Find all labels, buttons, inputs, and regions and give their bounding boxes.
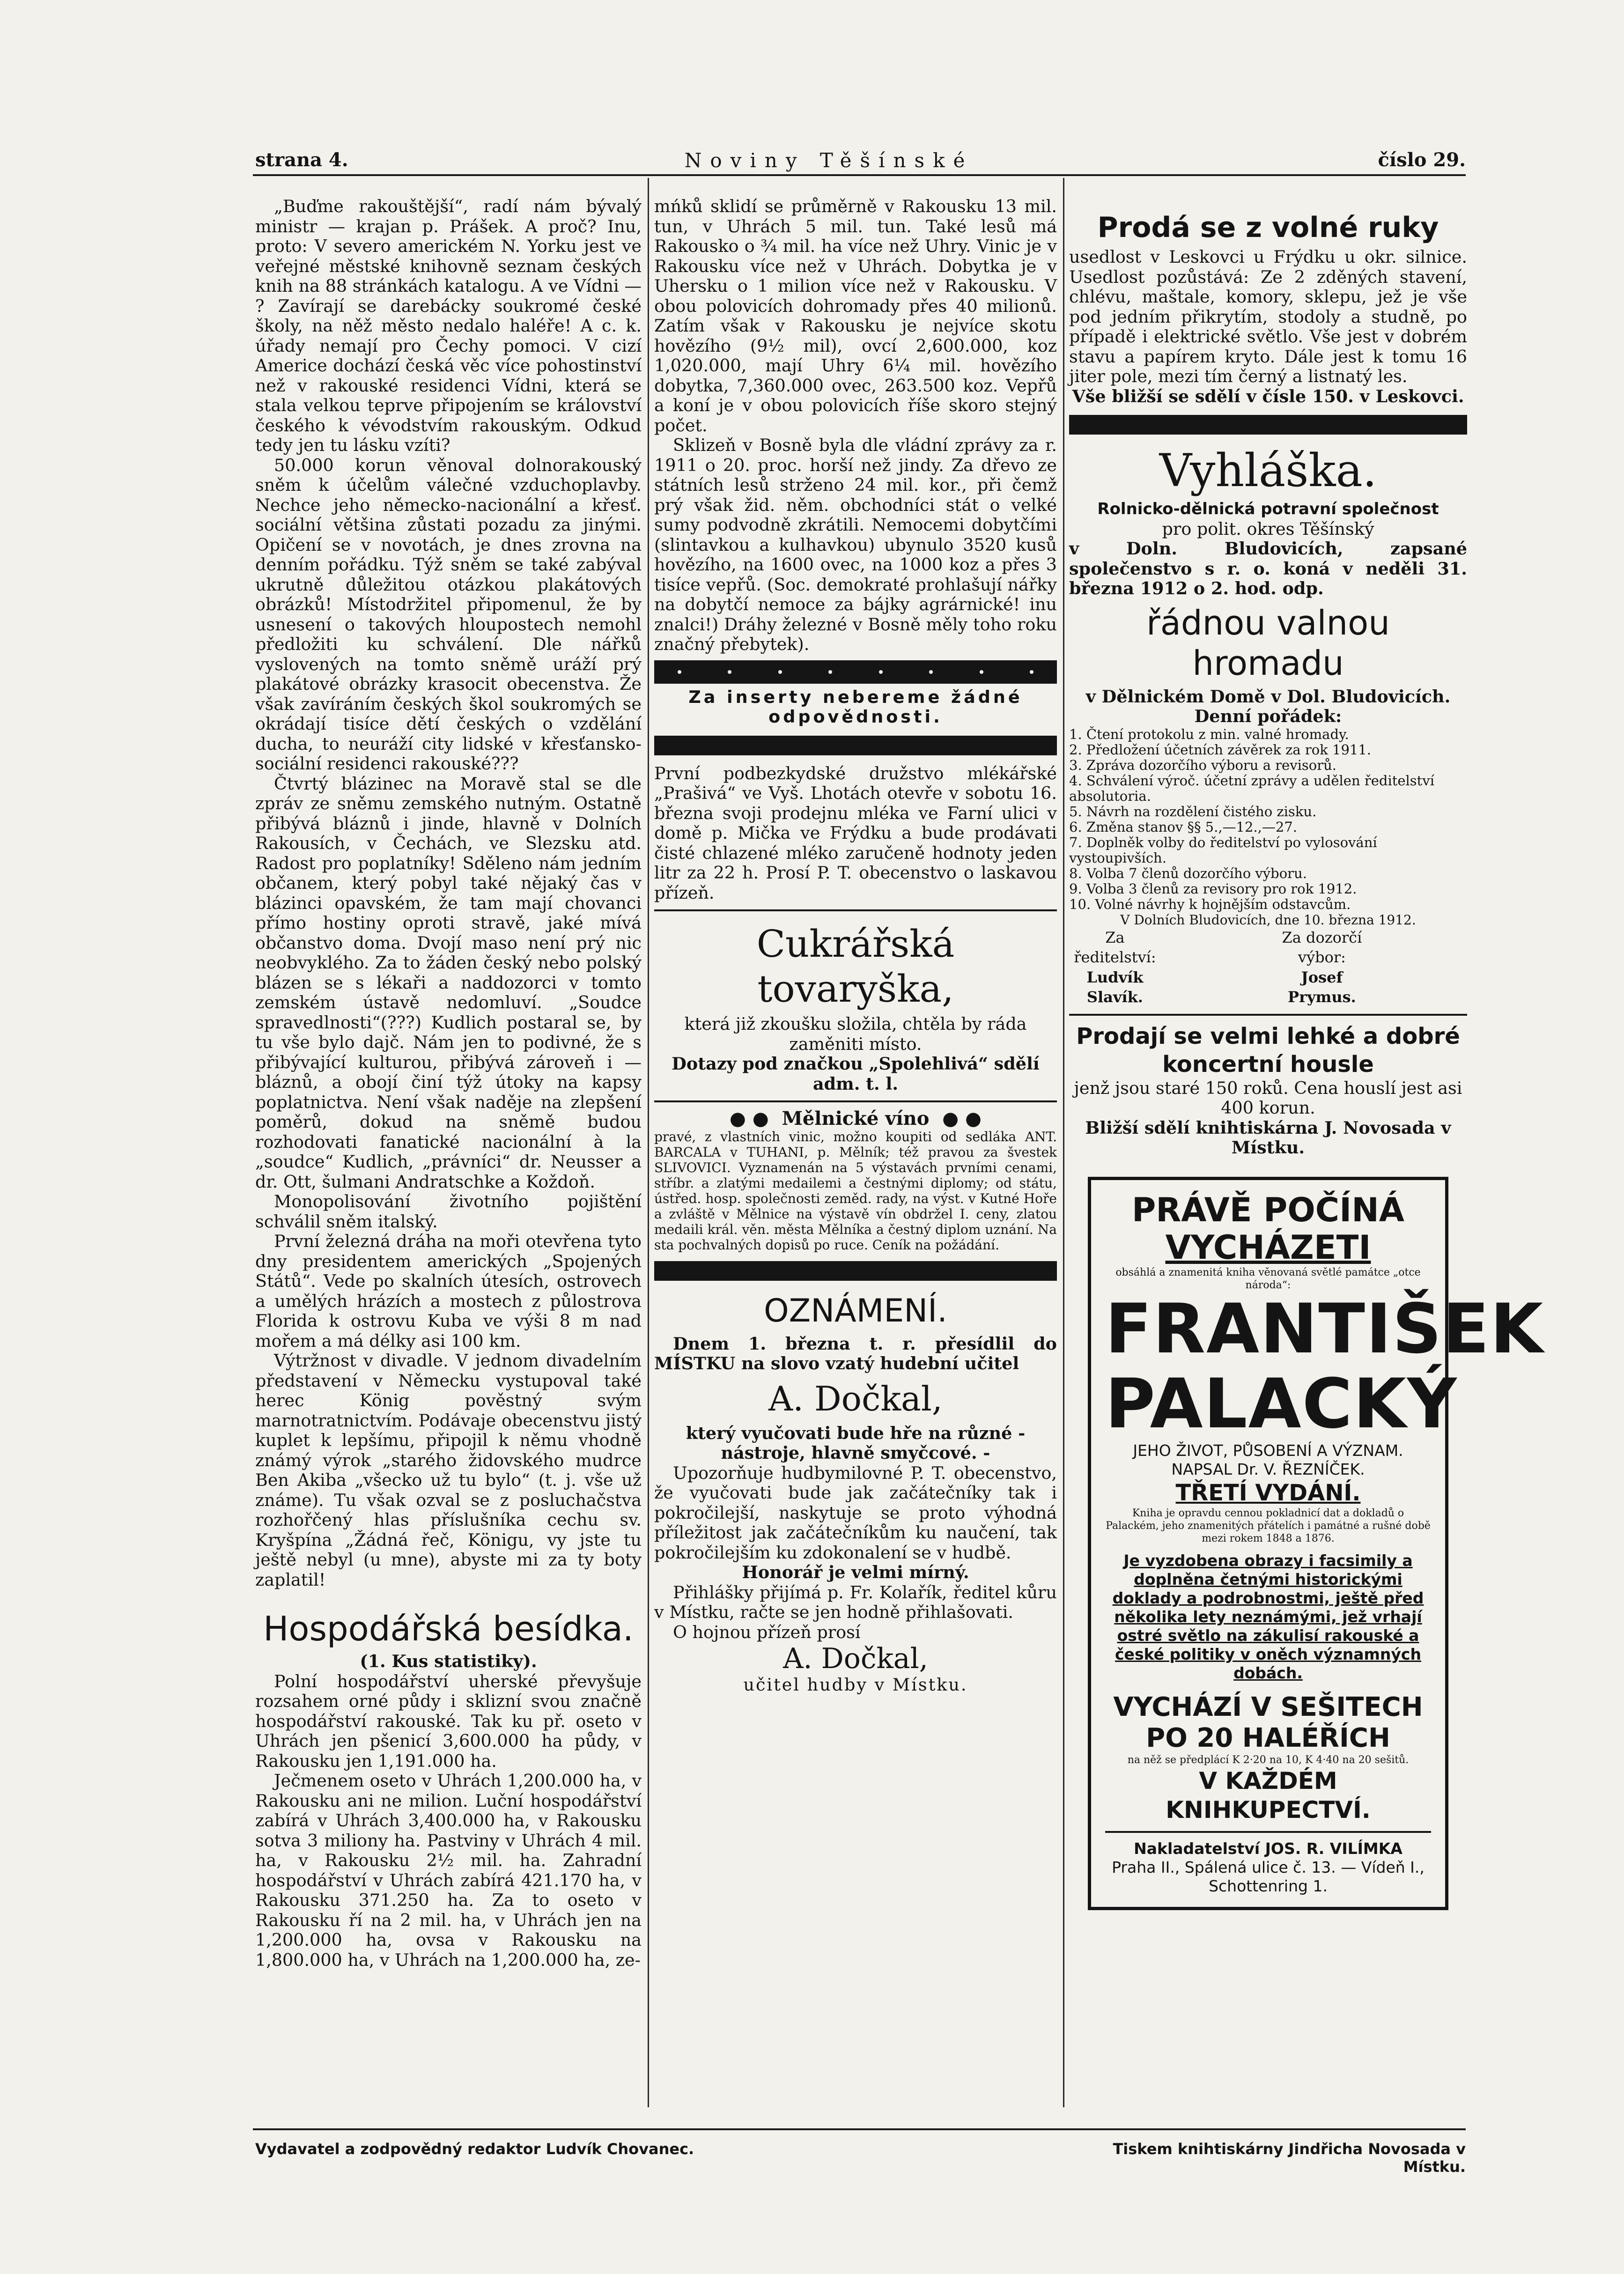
divider-rule [654, 909, 1057, 911]
bullet-icon: ● ● [929, 1107, 982, 1130]
article-blazinec: Čtvrtý blázinec na Moravě stal se dle zpráv ze sněmu zemského nutným. Ostatně přibývá bláznů i jinde, hlavně v Dolních Rakousích, v Čechách, ve Slezsku atd. Radost pro poplatníky! Sděleno nám jedním občanem, který pobyl také nějaký čas v blázinci opavském, že tam mají chovanci přímo hostiny oproti stravě, jaké mívá občanstvo doma. Dvojí maso není prý nic neobvyklého. Za to žáden český nebo polský blázen se s lékaři a naddozorci v tomto zemském ústavě nedomluví. „Soudce spravedlnosti“(???) Kudlich postaral se, by tu vše bylo dajč. Nám jen to podivné, že s přibývající kulturou, přibývá zároveň i — bláznů, a obojí činí týž útoky na kapsy poplatnictva. Není však naděje na zlepšení poměrů, dokud na sněmě budou rozhodovati fanatické nacionální à la „soudce“ Kudlich, „právníci“ dr. Neusser a dr. Ott, šulmani Andratschke a Koždoň. [255, 773, 642, 1192]
article-vytrznost: Výtržnost v divadle. V jednom divadelním představení v Německu vystupoval také herec König pověstný svým marnotratnictvím. Podávaje obecenstvu jistý kuplet k lepšímu, připojil k němu vhodně známý výrok „starého židovského mudrce Ben Akiba „všecko už tu bylo“ (t. j. vše už známe). Tu však ozval se z posluchačstva rozhořčený hlas příslušníka cechu sv. Kryšpína „Žádná řeč, Königu, vy jste tu ještě nebyl (u mne), abyste mi za ty boty zaplatil! [255, 1351, 642, 1590]
masthead-title: Noviny Těšínské [684, 149, 974, 172]
agenda-item: 8. Volba 7 členů dozorčího výboru. [1069, 865, 1307, 881]
ad-palacky-issue2: PO 20 HALÉŘÍCH [1146, 1722, 1390, 1753]
agenda-item: 9. Volba 3 členů za revisory pro rok 1912. [1069, 880, 1357, 897]
agenda-item: 5. Návrh na rozdělení čistého zisku. [1069, 803, 1317, 820]
ad-palacky [1088, 1177, 1544, 1910]
divider-rule [1105, 1831, 1431, 1833]
column-3 [1069, 197, 1544, 2098]
vyhlaska-place: v Doln. Bludovicích, zapsané společenstvo s r. o. koná v neděli 31. března 1912 o 2. hod. odp. [1069, 539, 1467, 598]
insert-disclaimer: Za inserty nebereme žádné odpovědnosti. [688, 687, 1023, 727]
ad-prodej-text: usedlost v Leskovci u Frýdku u okr. silnice. Usedlost pozůstává: Ze 2 zděných stavení, chlévu, maštale, komory, sklepu, jež je vše pod jedním přikrytím, stodoly a studně, po případě i elektrické světlo. Vše jest v dobrém stavu a papírem kryto. Dále jest k tomu 16 jiter pole, mezi tím černý a listnatý les. [1069, 247, 1467, 386]
vyhlaska-org: Rolnicko-dělnická potravní společnost [1097, 500, 1439, 518]
ad-palacky-publisher: Nakladatelství JOS. R. VILÍMKA [1134, 1839, 1403, 1858]
ad-palacky-head2: VYCHÁZETI [1165, 1228, 1371, 1267]
vyhlaska-agenda-title: Denní pořádek: [1194, 706, 1342, 726]
article-monopol: Monopolisování životního pojištění schválil sněm italský. [255, 1191, 642, 1232]
divider-bar [654, 660, 1057, 684]
ad-palacky-sub2: NAPSAL Dr. V. ŘEZNÍČEK. [1171, 1460, 1365, 1478]
article-bosna: Sklizeň v Bosně byla dle vládní zprávy za r. 1911 o 20. proc. horší než jindy. Za dřevo ze státních lesů strženo 24 mil. kor., při čemž prý však žid. něm. obchodníci stát o velké sumy podvodně zkrátili. Nemocemi dobytčími (slintavkou a kulhavkou) ubynulo 3520 kusů hovězího, na 1600 ovec, na 1000 koz a přes 3 tisíce vepřů. (Soc. demokraté prohlašují nářky na dobytčí nemoce za bájky agrárnické! inu znalci!) Dráhy železné v Bosně měly toho roku značný přebytek). [654, 435, 1057, 654]
article-zeleznice: První železná dráha na moři otevřena tyto dny presidentem amerických „Spojených Států“. Vede po skalních útesích, ostrovech a umělých hrázích a mostech z půlostrova Florida k ostrovu Kuba ve výši 8 m nad mořem a má délky asi 100 km. [255, 1231, 642, 1351]
column-rule-2 [1063, 178, 1064, 2107]
ad-oznameni-name: A. Dočkal, [768, 1379, 943, 1418]
section-subheading: (1. Kus statistiky). [360, 1651, 537, 1671]
divider-bar [654, 1261, 1057, 1281]
ad-oznameni-honorar: Honorář je velmi mírný. [742, 1562, 969, 1582]
header-rule [253, 174, 1466, 176]
article-statistika-cont: mńků sklidí se průměrně v Rakousku 13 mil. tun, v Uhrách 5 mil. tun. Také lesů má Rakousko o ¾ mil. ha více než Uhry. Vinic je v Rakousku více než v Uhrách. Dobytka je v Uhersku o 1 milion více než v Rakousku. V obou polovicích dohromady přes 40 milionů. Zatím však v Rakousku je nejvíce skotu hovězího (9½ mil), ovcí 2,600.000, koz 1,020.000, mají Uhry 6¼ mil. hovězího dobytka, 7,360.000 ovec, 263.500 koz. Vepřů a koní je v obou polovicích říše skoro stejný počet. [654, 196, 1057, 436]
ad-housle-contact: Bližší sdělí knihtiskárna J. Novosada v Místku. [1085, 1117, 1451, 1158]
signature-left: Za ředitelství: Ludvík Slavík. [1074, 928, 1156, 1006]
vyhlaska-okres: pro polit. okres Těšínský [1162, 518, 1374, 539]
signature-right: Za dozorčí výbor: Josef Prymus. [1282, 928, 1362, 1006]
vyhlaska-date: V Dolních Bludovicích, dne 10. března 1912. [1120, 912, 1416, 928]
issue-number: číslo 29. [1378, 149, 1466, 171]
article-rakoustejsi: „Buďme rakouštější“, radí nám bývalý ministr — krajan p. Prášek. A proč? Inu, proto: V severo americkém N. Yorku jest ve veřejné městské knihovně seznam českých knih na 88 stránkách katalogu. A ve Vídni — ? Zavírají se darebácky soukromé české školy, na něž město nedalo haléře! A c. k. úřady nemají pro Čechy pomoci. V cizí Americe dochází česká věc více pohostinství než v rakouské residenci Vídni, která se stala velkou teprve připojením se království českého k vévodstvím rakouským. Odkud tedy jen tu lásku vzíti? [255, 196, 642, 455]
ad-housle-text: jenž jsou staré 150 roků. Cena houslí jest asi 400 korun. [1074, 1078, 1462, 1118]
ad-palacky-name2: PALACKÝ [1105, 1364, 1458, 1444]
agenda-item: 6. Změna stanov §§ 5.,—12.,—27. [1069, 819, 1298, 835]
ad-oznameni-instruments: který vyučovati bude hře na různé - nástroje, hlavně smyčcové. - [686, 1423, 1026, 1463]
divider-rule [654, 1100, 1057, 1102]
divider-bar [654, 736, 1057, 755]
agenda-item: 2. Předložení účetních závěrek za rok 1911. [1069, 741, 1372, 758]
ad-palacky-prepay: na něž se předplácí K 2·20 na 10, K 4·40 na 20 sešitů. [1127, 1754, 1409, 1766]
agenda-item: 7. Doplněk volby do ředitelství po vylosování vystoupivších. [1069, 834, 1377, 866]
ad-oznameni-role: učitel hudby v Místku. [743, 1675, 968, 1695]
bullet-icon: ● ● [729, 1107, 782, 1130]
article-statistika-2: Ječmenem oseto v Uhrách 1,200.000 ha, v Rakousku ani ne milion. Luční hospodářství zabírá v Uhrách 3,400.000 ha, v Rakousku sotva 3 miliony ha. Pastviny v Uhrách 4 mil. ha, v Rakousku 2½ mil. ha. Zahradní hospodářství v Uhrách zabírá 421.170 ha, v Rakousku 371.250 ha. Za to oseto v Rakousku ří na 2 mil. ha, v Uhrách jen na 1,200.000 ha, ovsa v Rakousku na 1,800.000 ha, v Uhrách na 1,200.000 ha, ze- [255, 1771, 642, 1970]
footer-rule [253, 2128, 1466, 2130]
ad-palacky-address: Praha II., Spálená ulice č. 13. — Vídeň I., Schottenring 1. [1112, 1858, 1425, 1895]
ad-cukrarska-contact: Dotazy pod značkou „Spolehlivá“ sdělí adm. t. l. [672, 1054, 1040, 1094]
ad-oznameni-title: OZNÁMENÍ. [764, 1292, 947, 1329]
ad-wine-text: pravé, z vlastních vinic, možno koupiti od sedláka ANT. BARCALA v TUHANI, p. Mělník; též pravou za švestek SLIVOVICI. Vyznamenán na 5 výstavách prvními cenami, stříbr. a zlatými medailemi a čestnými diplomy; od státu, ústřed. hosp. společnosti zeměd. rady, na výst. v Kutné Hoře a zvláště v Mělnice na výstavě vín obdržel I. ceny, zlatou medaili král. věn. města Mělníka a čestný diplom uznání. Na sta pochvalných dopisů po ruce. Ceník na požádání. [654, 1129, 1057, 1253]
ad-oznameni-request: O hojnou přízeň prosí [673, 1622, 861, 1642]
footer-printer: Tiskem knihtiskárny Jindřicha Novosada v Místku. [1113, 2140, 1466, 2176]
ad-palacky-small: Kniha je opravdu cennou pokladnicí dat a dokladů o Palackém, jeho znamenitých přátelích i památné a rušné době mezi rokem 1848 a 1876. [1106, 1507, 1431, 1544]
agenda-item: 1. Čtení protokolu z min. valné hromady. [1069, 726, 1349, 742]
agenda-item: 10. Volné návrhy k hojnějším odstavcům. [1069, 896, 1351, 912]
section-heading: Hospodářská besídka. [263, 1609, 634, 1648]
vyhlaska-signatures [1069, 928, 1467, 1007]
ad-palacky-issue1: VYCHÁZÍ V SEŠITECH [1113, 1691, 1423, 1722]
ad-palacky-blurb: obsáhlá a znamenitá kniha věnovaná světlé památce „otce národa“: [1115, 1266, 1421, 1291]
ad-housle-title: Prodají se velmi lehké a dobré koncertní housle [1076, 1023, 1460, 1078]
vyhlaska-title: Vyhláška. [1159, 444, 1377, 497]
divider-bar [1069, 415, 1467, 435]
divider-rule [1069, 1014, 1467, 1016]
article-statistika-1: Polní hospodářství uherské převyšuje rozsahem orné půdy i sklizní svou značně hospodářství rakouské. Tak ku př. oseto v Uhrách jen pšenicí 3,600.000 ha půdy, v Rakousku jen 1,191.000 ha. [255, 1671, 642, 1771]
ad-palacky-name1: FRANTIŠEK [1105, 1289, 1544, 1369]
ad-dairy: První podbezkydské družstvo mlékářské „Prašivá“ ve Vyš. Lhotách otevře v sobotu 16. března svoji prodejnu mléka ve Farní ulici v domě p. Mička ve Frýdku a bude prodávati čisté chlazené mléko zaručeně hodnoty jeden litr za 22 h. Prosí P. T. obecenstvo o laskavou přízeň. [654, 763, 1057, 903]
ad-wine-title: ● ● Mělnické víno ● ● [729, 1107, 982, 1130]
ad-cukrarska-title: Cukrářská tovaryška, [756, 922, 955, 1011]
ad-prodej-contact: Vše bližší se sdělí v čísle 150. v Leskovci. [1072, 386, 1464, 406]
article-50000-korun: 50.000 korun věnoval dolnorakouský sněm k účelům válečné vzduchoplavby. Nechce jeho německo-nacionální a křesť. sociální většina zůstati pozadu za jinými. Opičení se v novotách, je dnes zrovna na denním pořádku. Týž sněm se také zabýval ukrutně důležitou otázkou plakátových obrázků! Místodržitel připomenul, že by usnesení o takových hloupostech nemohl předložiti ku schválení. Dle nářků vyslovených na tomto sněmě uráží prý plakátové obrázky krasocit obecenstva. Že však zavíráním českých škol soukromých se okrádají tisíce dětí českých o vzdělání ducha, to neuráží city lidské v křesťansko-sociální residenci rakouské??? [255, 455, 642, 774]
vyhlaska-agenda [1069, 727, 1467, 912]
ad-oznameni-applications: Přihlášky přijímá p. Fr. Kolařík, ředitel kůru v Místku, račte se jen hodně přihlašovati. [654, 1582, 1057, 1622]
agenda-item: 3. Zpráva dozorčího výboru a revisorů. [1069, 757, 1336, 773]
ad-prodej-title: Prodá se z volné ruky [1097, 211, 1439, 244]
column-rule-1 [648, 178, 649, 2107]
ad-oznameni-text: Upozorňuje hudbymilovné P. T. obecenstvo, že vyučovati bude jak začátečníky tak i pokročilejší, naskytuje se proto výhodná příležitost jak začátečníkům ku naučení, tak pokročilejším ku zdokonalení se v hudbě. [654, 1462, 1057, 1563]
footer-editor: Vydavatel a zodpovědný redaktor Ludvík Chovanec. [255, 2140, 694, 2158]
ad-oznameni-intro: Dnem 1. března t. r. přesídlil do MÍSTKU na slovo vzatý hudební učitel [654, 1333, 1057, 1373]
page-number: strana 4. [255, 149, 348, 171]
column-2 [654, 197, 1057, 2098]
vyhlaska-meeting: řádnou valnou hromadu [1146, 603, 1390, 683]
ad-palacky-sub1: JEHO ŽIVOT, PŮSOBENÍ A VÝZNAM. [1133, 1441, 1403, 1460]
ad-palacky-illus: Je vyzdobena obrazy i facsimily a doplněna četnými historickými doklady a podrobnostmi, ještě před několika lety neznámými, jež vrhají ostré světlo na zákulisí rakouské a české politiky v oněch významných dobách. [1112, 1551, 1424, 1682]
ad-palacky-head1: PRÁVĚ POČÍNÁ [1132, 1190, 1404, 1229]
ad-palacky-shops: V KAŽDÉM KNIHKUPECTVÍ. [1166, 1767, 1371, 1824]
column-1 [255, 197, 642, 2098]
agenda-item: 4. Schválení výroč. účetní zprávy a udělen ředitelství absolutoria. [1069, 772, 1434, 804]
vyhlaska-location: v Dělnickém Domě v Dol. Bludovicích. [1085, 686, 1451, 707]
ad-oznameni-signature: A. Dočkal, [783, 1642, 928, 1675]
ad-palacky-edition: TŘETÍ VYDÁNÍ. [1175, 1479, 1361, 1506]
ad-cukrarska-text: která již zkoušku složila, chtěla by ráda zaměniti místo. [684, 1014, 1027, 1054]
